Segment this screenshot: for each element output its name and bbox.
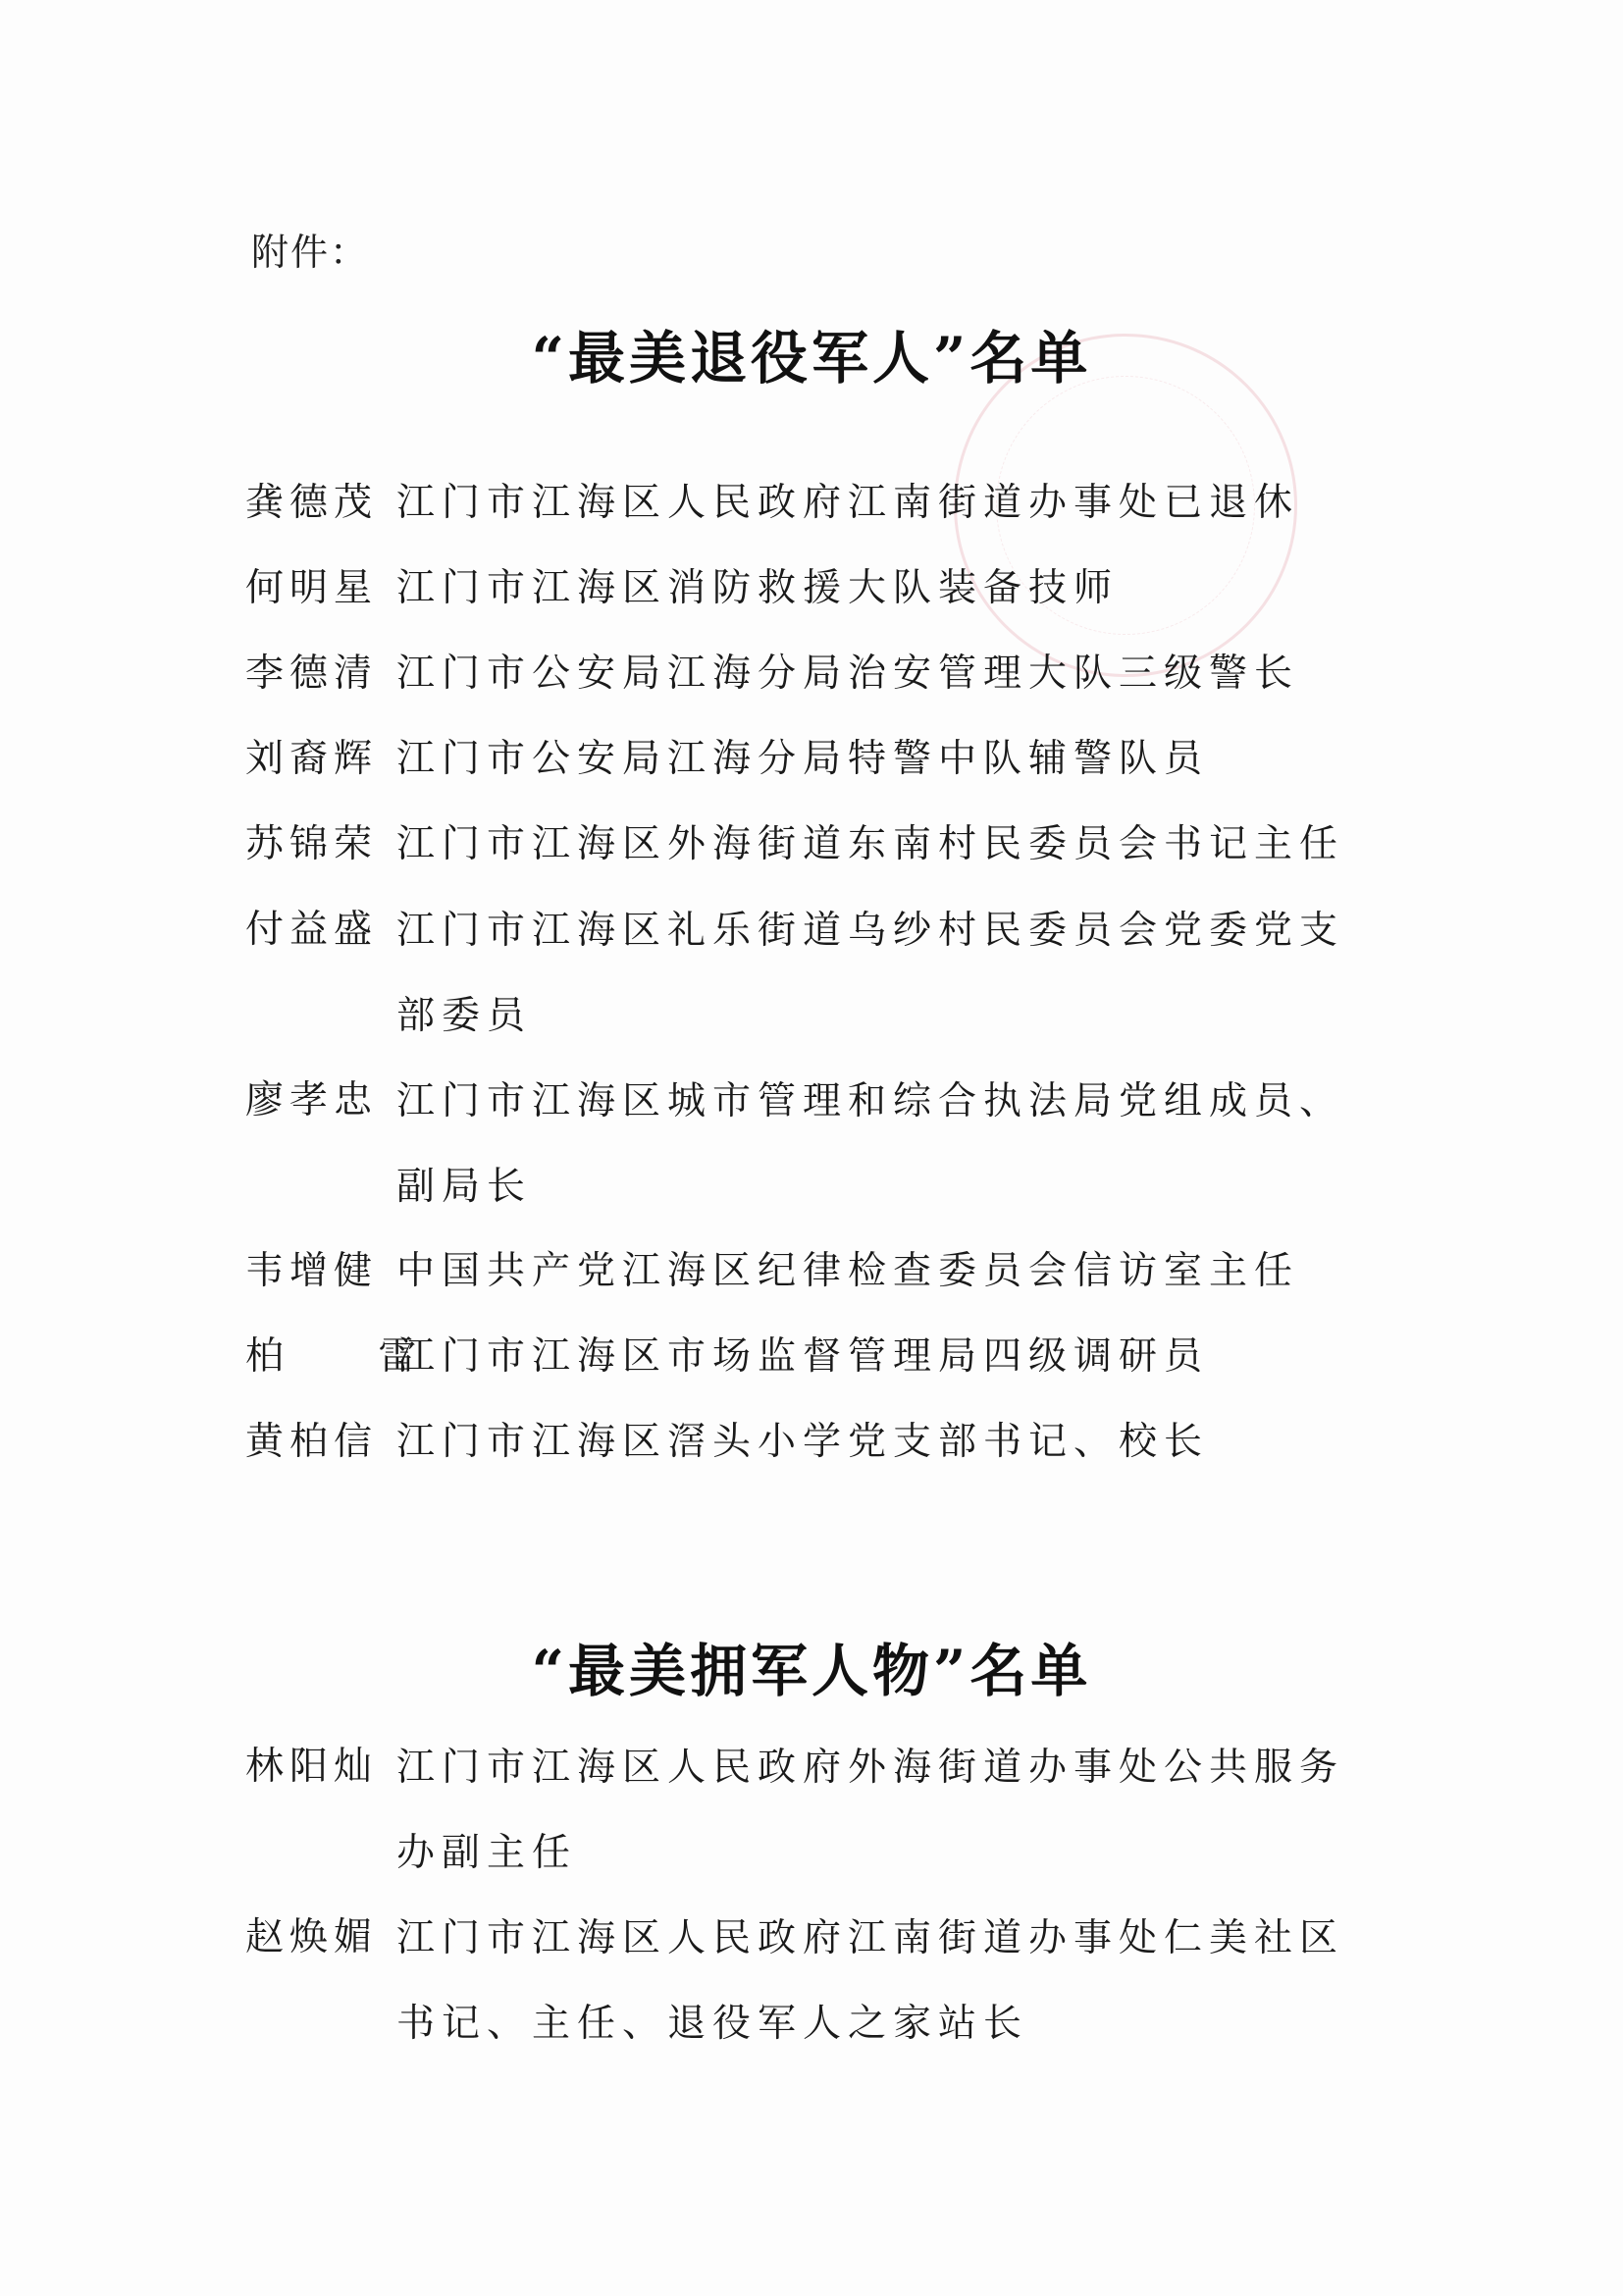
list-item [245,1072,1384,1229]
person-position: 江门市公安局江海分局特警中队辅警队员 [396,737,1210,781]
person-position: 中国共产党江海区纪律检查委员会信访室主任 [396,1249,1300,1293]
person-name: 付益盛 [245,908,379,952]
person-position: 江门市江海区外海街道东南村民委员会书记主任 [396,822,1345,866]
person-name: 廖孝忠 [245,1078,379,1122]
list-item [245,731,1384,788]
person-position: 江门市江海区人民政府江南街道办事处仁美社区书记、主任、退役军人之家站长 [396,1916,1345,2046]
list-item [245,1329,1384,1385]
person-position: 江门市江海区滘头小学党支部书记、校长 [396,1420,1210,1464]
person-name: 柏 雷 [245,1334,458,1379]
person-name: 黄柏信 [245,1420,379,1464]
list-item [245,560,1384,617]
list-item [245,816,1384,873]
person-name: 韦增健 [245,1249,379,1293]
person-name: 林阳灿 [245,1745,379,1789]
person-position: 江门市江海区城市管理和综合执法局党组成员、副局长 [396,1079,1345,1209]
person-name: 李德清 [245,652,379,696]
supporters-list [245,1739,1384,2080]
section-title-veterans: “最美退役军人”名单 [531,325,1092,391]
list-item [245,1909,1384,2066]
person-position: 江门市江海区人民政府江南街道办事处已退休 [396,481,1300,525]
person-position: 江门市江海区礼乐街道乌纱村民委员会党委党支部委员 [396,909,1345,1038]
list-item [245,1414,1384,1471]
person-name: 苏锦荣 [245,822,379,866]
person-position: 江门市江海区消防救援大队装备技师 [396,566,1120,610]
person-position: 江门市江海区人民政府外海街道办事处公共服务办副主任 [396,1746,1345,1875]
person-name: 刘裔辉 [245,737,379,781]
list-item [245,1243,1384,1300]
veterans-list [245,475,1384,1499]
attachment-label: 附件： [251,231,370,274]
person-name: 赵焕媚 [245,1915,379,1959]
person-name: 龚德茂 [245,481,379,525]
list-item [245,646,1384,703]
list-item [245,1739,1384,1896]
list-item [245,475,1384,532]
person-position: 江门市江海区市场监督管理局四级调研员 [396,1334,1210,1379]
list-item [245,902,1384,1059]
person-name: 何明星 [245,566,379,610]
section-title-supporters: “最美拥军人物”名单 [531,1638,1092,1704]
person-position: 江门市公安局江海分局治安管理大队三级警长 [396,652,1300,696]
